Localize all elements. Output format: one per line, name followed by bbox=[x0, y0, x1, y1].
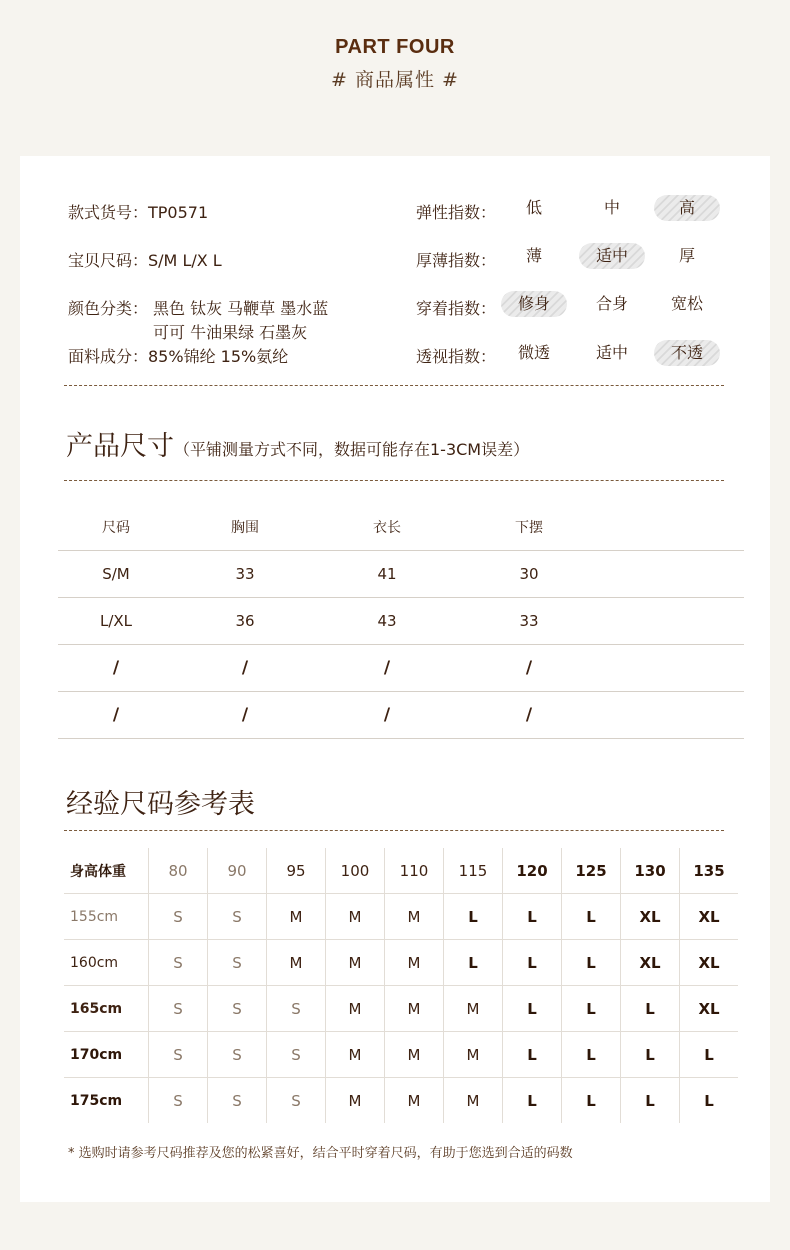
cell-hem: / bbox=[458, 645, 600, 692]
color-list-line2: 可可 牛油果绿 石墨灰 bbox=[153, 323, 308, 342]
table-row bbox=[64, 894, 738, 940]
height-cell: 175cm bbox=[70, 1092, 123, 1109]
elasticity-low: 低 bbox=[525, 198, 542, 217]
size-cell: M bbox=[385, 1032, 444, 1078]
cell-chest: 33 bbox=[174, 551, 316, 598]
size-cell: XL bbox=[680, 940, 739, 986]
size-cell: L bbox=[503, 986, 562, 1032]
size-cell: L bbox=[562, 1032, 621, 1078]
table-row bbox=[58, 645, 744, 692]
size-cell: XL bbox=[621, 940, 680, 986]
size-cell: S bbox=[149, 894, 208, 940]
ref-section-title: 经验尺码参考表 bbox=[66, 789, 255, 820]
color-label: 颜色分类： bbox=[68, 299, 149, 318]
size-cell: L bbox=[503, 1078, 562, 1124]
size-cell: L bbox=[562, 986, 621, 1032]
table-row bbox=[64, 986, 738, 1032]
attributes-card bbox=[20, 156, 770, 1202]
size-table-header bbox=[58, 504, 744, 551]
fit-regular: 合身 bbox=[595, 294, 628, 313]
corner-label: 身高体重 bbox=[64, 848, 149, 894]
cell-chest: 36 bbox=[174, 598, 316, 645]
divider bbox=[64, 830, 724, 831]
weight-cell: 130 bbox=[621, 848, 680, 894]
size-cell: S bbox=[267, 1032, 326, 1078]
size-cell: M bbox=[385, 1078, 444, 1124]
size-cell: L bbox=[680, 1032, 739, 1078]
height-cell: 170cm bbox=[64, 1032, 149, 1078]
table-row bbox=[64, 940, 738, 986]
weight-cell: 115 bbox=[444, 848, 503, 894]
fit-loose: 宽松 bbox=[670, 294, 703, 313]
size-cell: M bbox=[326, 894, 385, 940]
size-cell: M bbox=[267, 940, 326, 986]
page-header bbox=[0, 36, 790, 92]
size-cell: L bbox=[562, 894, 621, 940]
size-cell: M bbox=[326, 1032, 385, 1078]
size-cell: S bbox=[208, 1032, 267, 1078]
cell-size: L/XL bbox=[58, 598, 174, 645]
part-label: PART FOUR bbox=[335, 36, 455, 58]
cell-hem: 33 bbox=[458, 598, 600, 645]
height-cell: 160cm bbox=[64, 940, 149, 986]
table-row bbox=[64, 1032, 738, 1078]
cell-length: / bbox=[316, 692, 458, 739]
weight-cell: 135 bbox=[680, 848, 739, 894]
size-cell: S bbox=[149, 986, 208, 1032]
product-size-table bbox=[58, 504, 744, 739]
cell-chest: / bbox=[174, 692, 316, 739]
size-advice-footnote: * 选购时请参考尺码推荐及您的松紧喜好，结合平时穿着尺码，有助于您选到合适的码数 bbox=[68, 1146, 573, 1161]
sheerness-label: 透视指数： bbox=[416, 347, 497, 366]
cell-length: 43 bbox=[316, 598, 458, 645]
cell-size: / bbox=[58, 692, 174, 739]
size-cell: XL bbox=[680, 986, 739, 1032]
fit-slim-selected: 修身 bbox=[501, 291, 567, 317]
fit-label: 穿着指数： bbox=[416, 299, 497, 318]
header-size: 尺码 bbox=[58, 504, 174, 551]
section-subtitle: # 商品属性 # bbox=[331, 69, 459, 91]
header-hem: 下摆 bbox=[458, 504, 600, 551]
style-number: 款式货号：TP0571 bbox=[68, 203, 209, 222]
header-length: 衣长 bbox=[316, 504, 458, 551]
table-row bbox=[58, 551, 744, 598]
table-row bbox=[58, 598, 744, 645]
size-cell: L bbox=[680, 1078, 739, 1124]
size-cell: L bbox=[503, 894, 562, 940]
size-cell: L bbox=[621, 1032, 680, 1078]
size-cell: M bbox=[385, 940, 444, 986]
size-cell: S bbox=[208, 894, 267, 940]
table-row bbox=[58, 692, 744, 739]
weight-cell: 95 bbox=[267, 848, 326, 894]
cell-hem: 30 bbox=[458, 551, 600, 598]
size-cell: M bbox=[326, 986, 385, 1032]
size-cell: L bbox=[503, 1032, 562, 1078]
size-cell: L bbox=[562, 1078, 621, 1124]
size-cell: S bbox=[208, 940, 267, 986]
weight-cell: 100 bbox=[326, 848, 385, 894]
thickness-label: 厚薄指数： bbox=[416, 251, 497, 270]
thickness-medium-selected: 适中 bbox=[579, 243, 645, 269]
color-list-line1: 黑色 钛灰 马鞭草 墨水蓝 bbox=[153, 299, 329, 318]
size-cell: M bbox=[326, 940, 385, 986]
size-reference-table bbox=[64, 848, 738, 1123]
weight-cell: 90 bbox=[208, 848, 267, 894]
size-cell: S bbox=[149, 940, 208, 986]
size-cell: S bbox=[267, 1078, 326, 1124]
thickness-thin: 薄 bbox=[525, 246, 542, 265]
elasticity-mid: 中 bbox=[603, 198, 620, 217]
size-cell: M bbox=[385, 986, 444, 1032]
table-row bbox=[64, 1078, 738, 1124]
size-title-text: 产品尺寸 bbox=[66, 431, 174, 462]
weight-cell: 125 bbox=[562, 848, 621, 894]
size-cell: L bbox=[621, 1078, 680, 1124]
size-cell: M bbox=[444, 1032, 503, 1078]
size-cell: XL bbox=[680, 894, 739, 940]
size-cell: L bbox=[444, 940, 503, 986]
header-chest: 胸围 bbox=[174, 504, 316, 551]
size-options: 宝贝尺码：S/M L/X L bbox=[68, 251, 222, 270]
cell-chest: / bbox=[174, 645, 316, 692]
elasticity-high-selected: 高 bbox=[654, 195, 720, 221]
cell-length: 41 bbox=[316, 551, 458, 598]
size-cell: S bbox=[149, 1078, 208, 1124]
size-cell: S bbox=[267, 986, 326, 1032]
height-cell: 155cm bbox=[64, 894, 149, 940]
size-cell: L bbox=[444, 894, 503, 940]
size-cell: S bbox=[208, 1078, 267, 1124]
height-cell: 165cm bbox=[64, 986, 149, 1032]
size-cell: M bbox=[385, 894, 444, 940]
cell-size: S/M bbox=[58, 551, 174, 598]
sheerness-medium: 适中 bbox=[595, 343, 628, 362]
size-cell: M bbox=[444, 1078, 503, 1124]
sheerness-slight: 微透 bbox=[517, 343, 550, 362]
size-cell: M bbox=[326, 1078, 385, 1124]
sheerness-opaque-selected: 不透 bbox=[654, 340, 720, 366]
size-cell: S bbox=[149, 1032, 208, 1078]
size-note: （平铺测量方式不同，数据可能存在1-3CM误差） bbox=[174, 440, 530, 459]
thickness-thick: 厚 bbox=[678, 246, 695, 265]
cell-hem: / bbox=[458, 692, 600, 739]
size-cell: M bbox=[267, 894, 326, 940]
cell-length: / bbox=[316, 645, 458, 692]
divider bbox=[64, 480, 724, 481]
weight-cell: 120 bbox=[503, 848, 562, 894]
elasticity-label: 弹性指数： bbox=[416, 203, 497, 222]
size-cell: M bbox=[444, 986, 503, 1032]
size-cell: L bbox=[562, 940, 621, 986]
size-cell: L bbox=[621, 986, 680, 1032]
weight-cell: 110 bbox=[385, 848, 444, 894]
weight-cell: 80 bbox=[149, 848, 208, 894]
size-cell: S bbox=[208, 986, 267, 1032]
size-section-title bbox=[66, 424, 529, 463]
cell-size: / bbox=[58, 645, 174, 692]
size-cell: L bbox=[503, 940, 562, 986]
divider bbox=[64, 385, 724, 386]
size-cell: XL bbox=[621, 894, 680, 940]
weight-header-row bbox=[64, 848, 738, 894]
fabric-composition: 面料成分：85%锦纶 15%氨纶 bbox=[68, 347, 289, 366]
